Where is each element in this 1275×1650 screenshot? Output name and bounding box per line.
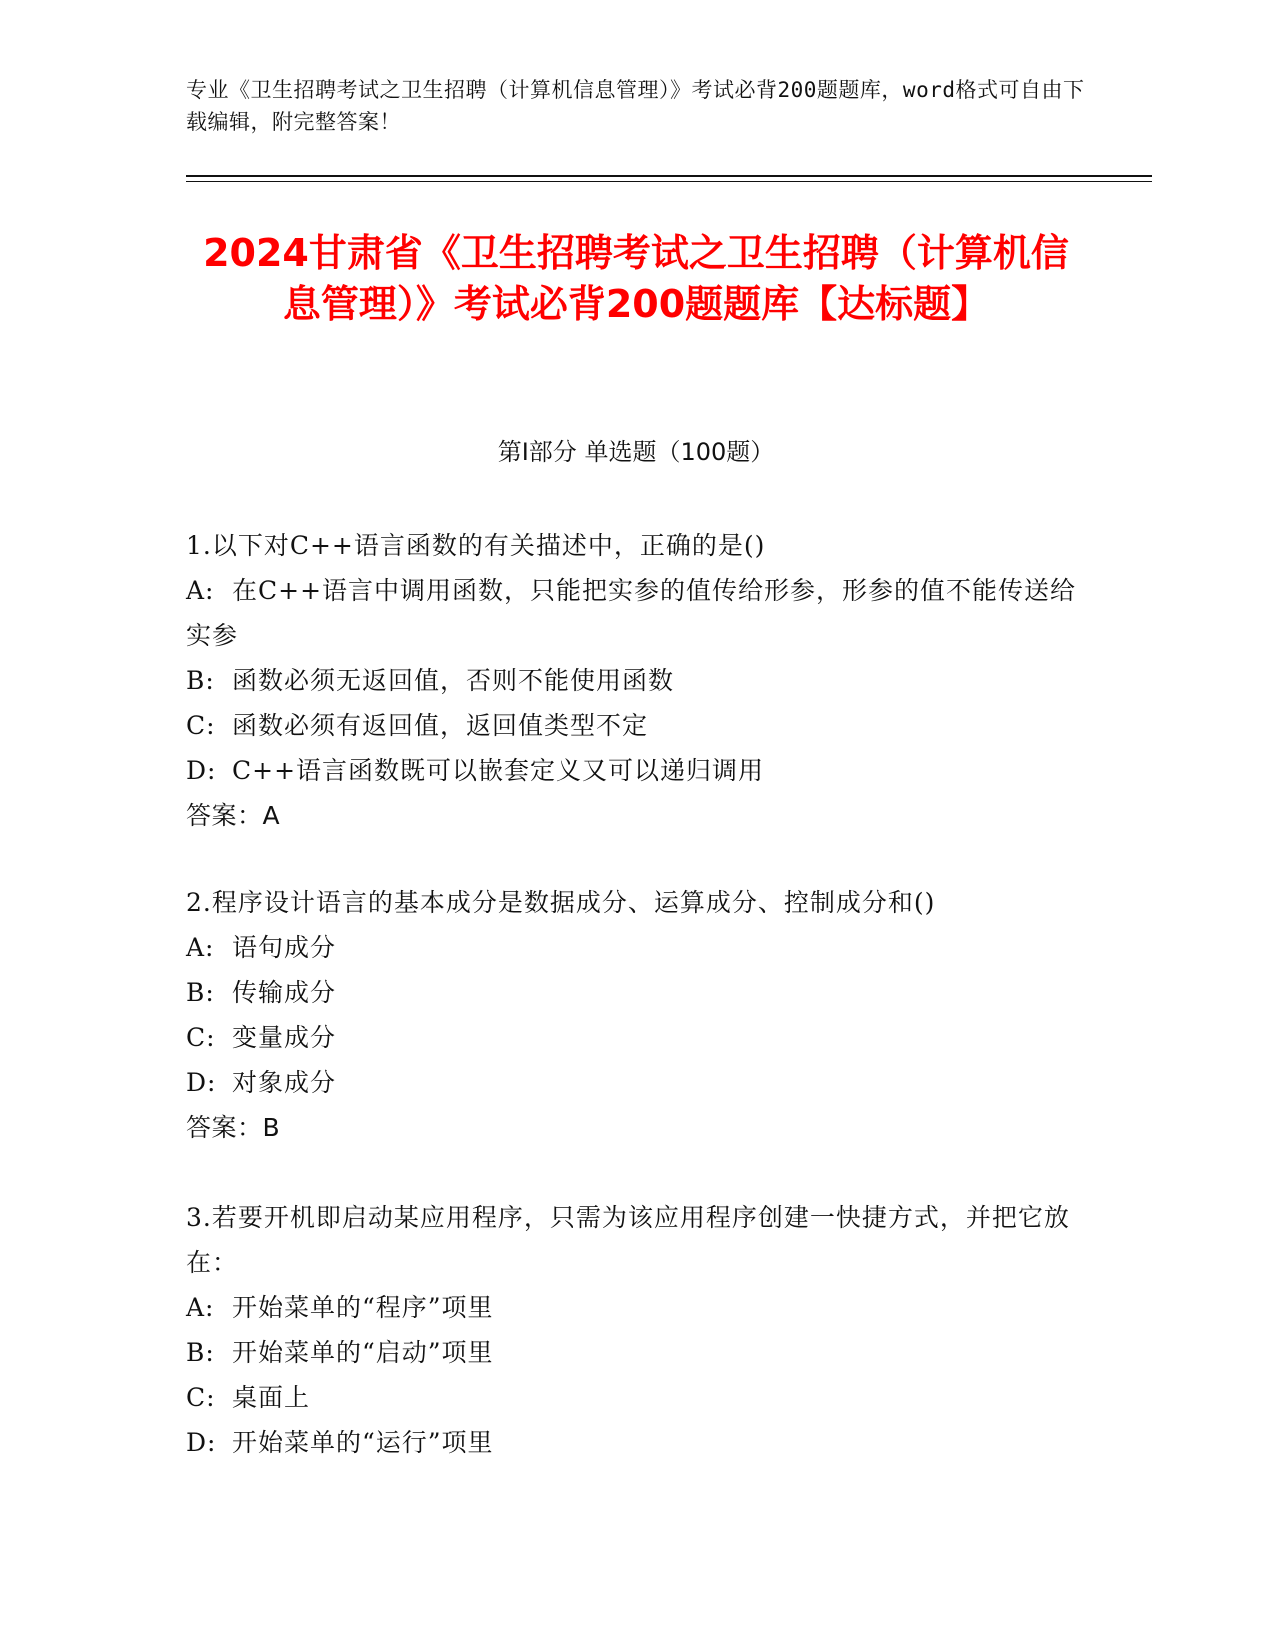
option-letter: D: bbox=[186, 756, 217, 785]
option-letter: D: bbox=[186, 1068, 217, 1097]
option-text: 开始菜单的“启动”项里 bbox=[232, 1338, 494, 1367]
option-text: 开始菜单的“程序”项里 bbox=[232, 1293, 494, 1322]
option-text: 函数必须无返回值，否则不能使用函数 bbox=[232, 666, 675, 695]
option-c bbox=[186, 1375, 1086, 1420]
question-2 bbox=[186, 880, 1086, 1150]
header-note: 专业《卫生招聘考试之卫生招聘（计算机信息管理）》考试必背200题题库，word格式可自由下载编辑，附完整答案！ bbox=[186, 78, 1085, 134]
option-text: 语句成分 bbox=[232, 933, 337, 962]
option-a bbox=[186, 925, 1086, 970]
option-letter: A: bbox=[186, 576, 215, 605]
option-letter: B: bbox=[186, 1338, 215, 1367]
option-text: 函数必须有返回值，返回值类型不定 bbox=[232, 711, 649, 740]
question-stem: 3.若要开机即启动某应用程序，只需为该应用程序创建一快捷方式，并把它放在： bbox=[186, 1203, 1070, 1277]
section-title: 第Ⅰ部分 单选题（100题） bbox=[497, 438, 775, 466]
option-a bbox=[186, 568, 1086, 658]
question-1 bbox=[186, 523, 1086, 838]
option-letter: A: bbox=[186, 1293, 215, 1322]
option-a bbox=[186, 1285, 1086, 1330]
option-letter: C: bbox=[186, 1023, 216, 1052]
option-b bbox=[186, 1330, 1086, 1375]
option-d bbox=[186, 748, 1086, 793]
option-b bbox=[186, 970, 1086, 1015]
option-text: 对象成分 bbox=[232, 1068, 337, 1097]
question-stem: 1.以下对C++语言函数的有关描述中，正确的是() bbox=[186, 531, 766, 560]
option-b bbox=[186, 658, 1086, 703]
document-title: 2024甘肃省《卫生招聘考试之卫生招聘（计算机信息管理）》考试必背200题题库【达标题】 bbox=[203, 231, 1069, 326]
answer: 答案：A bbox=[186, 801, 281, 830]
header-divider-thick bbox=[186, 175, 1152, 177]
option-letter: C: bbox=[186, 711, 216, 740]
option-d bbox=[186, 1420, 1086, 1465]
option-letter: C: bbox=[186, 1383, 216, 1412]
option-c bbox=[186, 703, 1086, 748]
option-letter: A: bbox=[186, 933, 215, 962]
header-divider-thin bbox=[186, 181, 1152, 182]
option-letter: B: bbox=[186, 978, 215, 1007]
option-d bbox=[186, 1060, 1086, 1105]
option-text: 传输成分 bbox=[232, 978, 337, 1007]
answer: 答案：B bbox=[186, 1113, 281, 1142]
option-text: 开始菜单的“运行”项里 bbox=[232, 1428, 494, 1457]
option-letter: B: bbox=[186, 666, 215, 695]
question-3 bbox=[186, 1195, 1086, 1465]
option-letter: D: bbox=[186, 1428, 217, 1457]
option-text: 在C++语言中调用函数，只能把实参的值传给形参，形参的值不能传送给实参 bbox=[186, 576, 1077, 650]
question-stem: 2.程序设计语言的基本成分是数据成分、运算成分、控制成分和() bbox=[186, 888, 936, 917]
option-text: C++语言函数既可以嵌套定义又可以递归调用 bbox=[232, 756, 765, 785]
option-text: 桌面上 bbox=[232, 1383, 311, 1412]
option-c bbox=[186, 1015, 1086, 1060]
option-text: 变量成分 bbox=[232, 1023, 337, 1052]
